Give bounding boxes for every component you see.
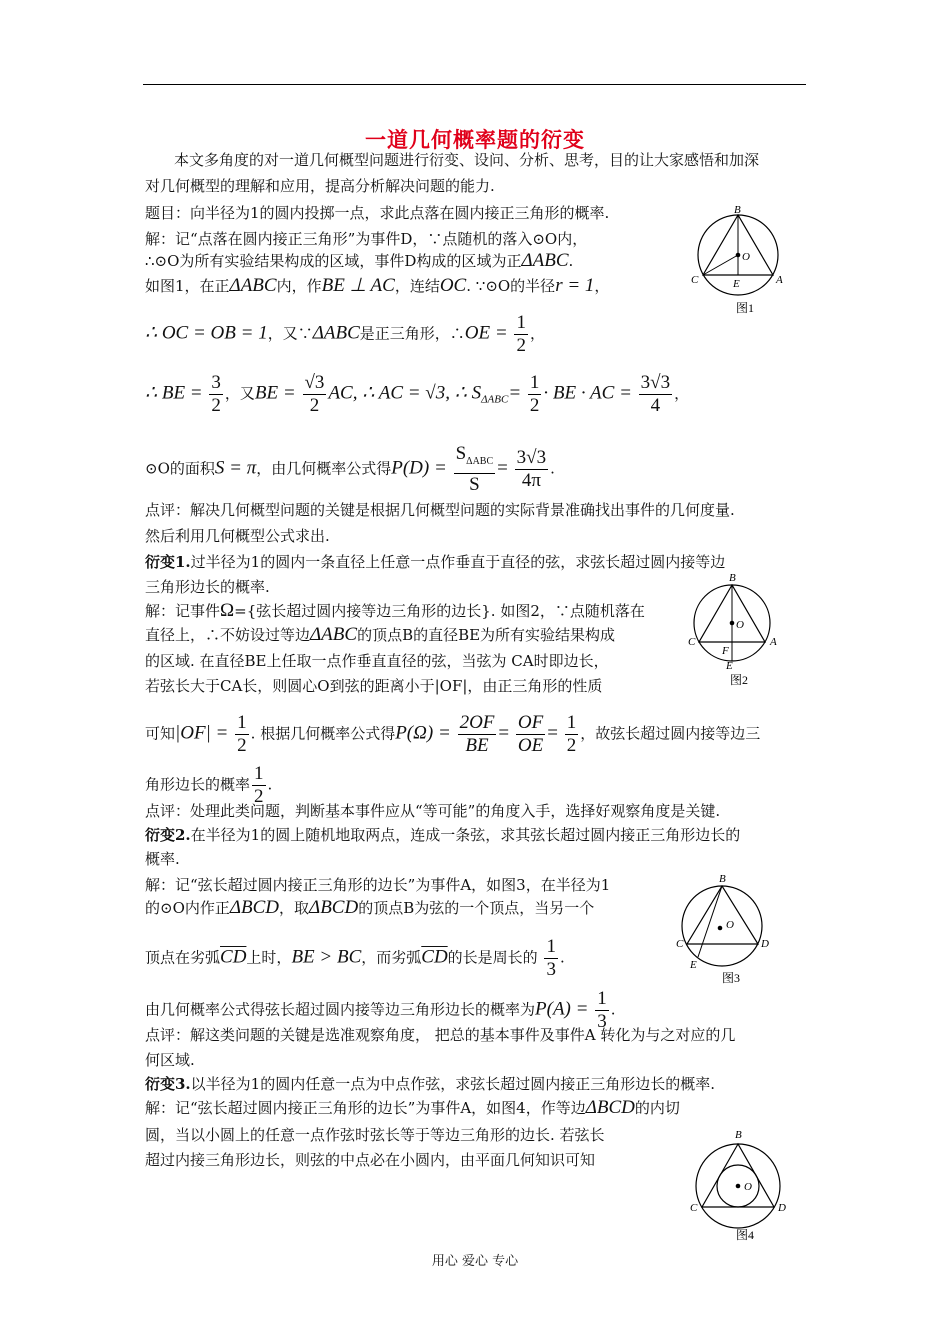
figure-4 [686, 1126, 794, 1246]
equation-line-2: ∴ BE = $\frac{3}{2}$ ，又BE = $\frac{√3}{2}$ AC, ∴ AC = √3, ∴ $S_{\Delta ABC}=$ $\frac{1}{2}$ · BE · AC = $\frac{3√3}{4}$ ， [145, 372, 690, 416]
label-o: O [742, 251, 750, 263]
figure-3 [672, 868, 780, 988]
triangle-bcd [702, 1144, 774, 1207]
label-c: C [676, 938, 684, 950]
figure-1-caption: 图1 [736, 301, 755, 315]
figure-1 [688, 203, 788, 315]
label-o: O [726, 919, 734, 931]
solution-line-3: 如图1，在正ΔABC内，作BE ⊥ AC，连结OC. ∵⊙O的半径r = 1， [145, 275, 610, 296]
variant-1-solution-line-4: 若弦长大于CA长，则圆心O到弦的距离小于|OF|，由正三角形的性质 [145, 677, 603, 695]
center-point [736, 1184, 741, 1189]
page-footer: 用心 爱心 专心 [431, 1254, 519, 1269]
comment-3-line-1: 点评：解这类问题的关键是选准观察角度， 把总的基本事件及事件A 转化为与之对应的几 [145, 1026, 736, 1044]
label-a: A [776, 274, 783, 286]
label-d: D [778, 1202, 786, 1214]
label-e: E [726, 660, 733, 672]
label-b: B [719, 873, 726, 885]
chord-be [698, 886, 722, 957]
circle [682, 886, 762, 966]
variant-2-solution-line-4: 由几何概率公式得弦长超过圆内接等边三角形边长的概率为P(A) = $\frac{1}{3}$ . [145, 988, 616, 1032]
solution-line-1: 解：记“点落在圆内接正三角形”为事件D，∵点随机的落入⊙O内， [145, 230, 588, 248]
label-d: D [761, 938, 769, 950]
center-point [718, 926, 723, 931]
intro-line-2: 对几何概型的理解和应用，提高分析解决问题的能力. [145, 177, 495, 195]
variant-3-solution-line-2: 圆，当以小圆上的任意一点作弦时弦长等于等边三角形的边长. 若弦长 [145, 1126, 605, 1144]
page-title: 一道几何概率题的衍变 [365, 127, 585, 152]
variant-2-solution-line-1: 解：记“弦长超过圆内接正三角形的边长”为事件A，如图3，在半径为1 [145, 876, 611, 894]
header-rule [143, 84, 806, 85]
variant-2-solution-line-3: 顶点在劣弧$\overline{CD}$上时，BE > BC，而劣弧$\overline{CD}$的长是周长的 $\frac{1}{3}$ . [145, 936, 565, 980]
label-c: C [691, 274, 699, 286]
label-o: O [744, 1181, 752, 1193]
variant-3-solution-line-1: 解：记“弦长超过圆内接正三角形的边长”为事件A，如图4，作等边ΔBCD的内切 [145, 1097, 680, 1118]
variant-1-solution-line-3: 的区域. 在直径BE上任取一点作垂直直径的弦，当弦为 CA时即边长， [145, 652, 609, 670]
label-c: C [688, 636, 696, 648]
comment-2: 点评：处理此类问题，判断基本事件应从“等可能”的角度入手，选择好观察角度是关键. [145, 802, 721, 820]
fraction-one-half: $\frac{1}{2}$ [516, 312, 526, 356]
variant-1-solution-line-2: 直径上，∴不妨设过等边ΔABC的顶点B的直径BE为所有实验结果构成 [145, 624, 616, 645]
comment-3-line-2: 何区域. [145, 1051, 195, 1069]
equation-line-1: ∴ OC = OB = 1，又∵ΔABC是正三角形，∴OE = $\frac{1}{2}$ ， [145, 312, 545, 356]
figure-2-caption: 图2 [730, 673, 749, 687]
comment-1-line-2: 然后利用几何概型公式求出. [145, 527, 330, 545]
center-point [730, 621, 735, 626]
label-b: B [734, 204, 741, 216]
variant-2-solution-line-2: 的⊙O内作正ΔBCD，取ΔBCD的顶点B为弦的一个顶点，当另一个 [145, 897, 595, 918]
problem-statement: 题目：向半径为1的圆内投掷一点，求此点落在圆内接正三角形的概率. [145, 204, 610, 222]
variant-1-solution-line-5: 可知|OF| = $\frac{1}{2}$ . 根据几何概率公式得P(Ω) = $\frac{2OF}{BE}$ = $\frac{OF}{OE}$ = $\frac{1}{2}$ ，故弦长超过圆内接等边三 [145, 712, 761, 756]
label-f: F [722, 645, 729, 657]
label-e: E [733, 278, 740, 290]
variant-3-solution-line-3: 超过内接三角形边长，则弦的中点必在小圆内，由平面几何知识可知 [145, 1151, 596, 1169]
equation-line-3: ⊙O的面积S = π，由几何概率公式得P(D) = $\frac{S_{\Delta ABC}}{S}$ = $\frac{3√3}{4\pi}$ . [145, 443, 555, 495]
variant-3-question: 衍变3.以半径为1的圆内任意一点为中点作弦，求弦长超过圆内接正三角形边长的概率. [145, 1075, 715, 1093]
intro-line-1: 本文多角度的对一道几何概型问题进行衍变、设问、分析、思考，目的让大家感悟和加深 [174, 151, 760, 169]
center-point [736, 253, 741, 258]
variant-1-solution-line-6: 角形边长的概率 $\frac{1}{2}$ . [145, 763, 273, 807]
figure-3-caption: 图3 [722, 971, 741, 985]
label-e: E [690, 959, 697, 971]
variant-1-question-line-1: 衍变1.过半径为1的圆内一条直径上任意一点作垂直于直径的弦，求弦长超过圆内接等边 [145, 553, 726, 571]
label-c: C [690, 1202, 698, 1214]
label-o: O [736, 619, 744, 631]
variant-1-solution-line-1: 解：记事件Ω={弦长超过圆内接等边三角形的边长}. 如图2，∵点随机落在 [145, 600, 645, 621]
variant-2-question-line-1: 衍变2.在半径为1的圆上随机地取两点，连成一条弦，求其弦长超过圆内接正三角形边长的 [145, 826, 741, 844]
label-b: B [735, 1129, 742, 1141]
variant-1-question-line-2: 三角形边长的概率. [145, 578, 270, 596]
comment-1-line-1: 点评：解决几何概型问题的关键是根据几何概型问题的实际背景准确找出事件的几何度量. [145, 501, 735, 519]
variant-2-question-line-2: 概率. [145, 850, 180, 868]
label-a: A [770, 636, 777, 648]
figure-2 [684, 570, 784, 688]
solution-line-2: ∴⊙O为所有实验结果构成的区域，事件D构成的区域为正ΔABC. [145, 250, 574, 271]
label-b: B [729, 572, 736, 584]
figure-4-caption: 图4 [736, 1228, 755, 1242]
